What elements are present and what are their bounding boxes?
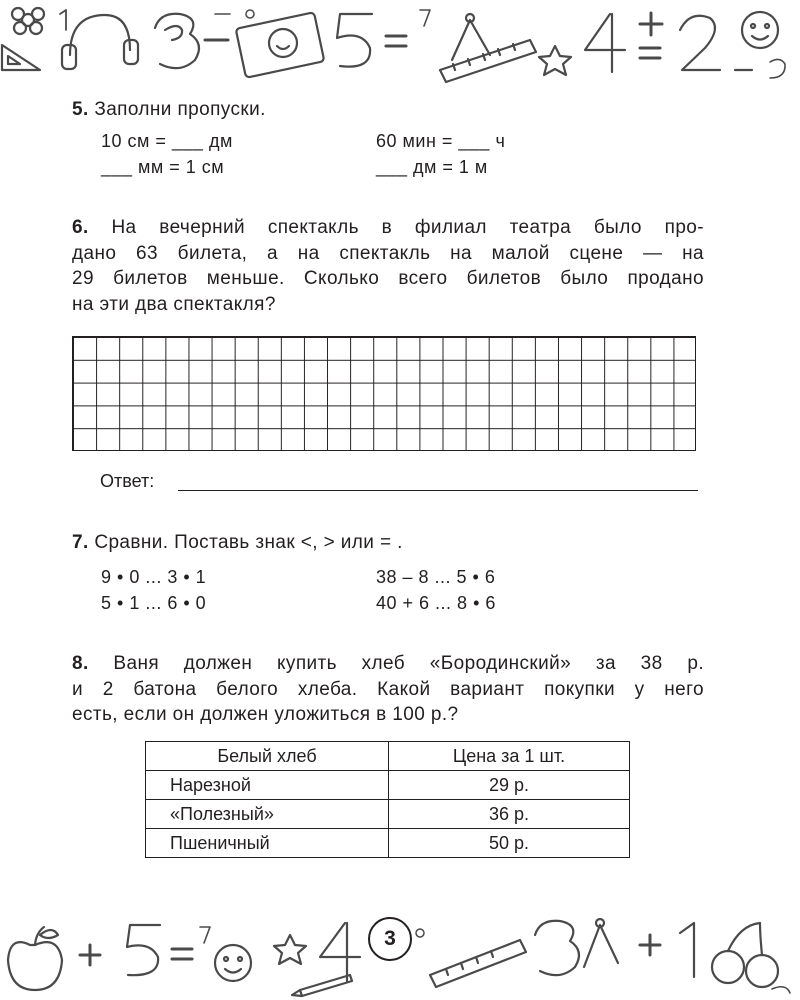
bread-price-table — [145, 741, 630, 858]
compare-item: 38 – 8 ... 5 • 6 — [376, 567, 496, 587]
plus-icon — [640, 13, 662, 35]
task-text-line: 6. На вечерний спектакль в филиал театра было про- — [72, 217, 704, 238]
task-title: Заполни пропуски. — [94, 99, 266, 120]
table-row — [146, 771, 630, 800]
table-header-row — [146, 742, 630, 771]
star-icon — [274, 935, 306, 964]
task-5-left-column — [101, 128, 233, 180]
ruler-icon — [440, 40, 536, 82]
compare-item: 9 • 0 ... 3 • 1 — [101, 567, 207, 587]
task-6 — [72, 215, 704, 317]
table-header: Цена за 1 шт. — [389, 742, 630, 771]
smiley-face-icon — [215, 945, 251, 981]
apple-icon — [8, 927, 62, 990]
fill-in-item: 60 мин = ___ ч — [376, 131, 506, 151]
task-text-line: 29 билетов меньше. Сколько всего билетов было продано — [72, 268, 704, 289]
task-number: 6. — [72, 217, 89, 238]
digit-four-icon — [585, 14, 625, 72]
flower-icon — [12, 8, 44, 34]
cherries-icon — [712, 923, 778, 987]
table-cell: Нарезной — [146, 771, 389, 800]
answer-grid[interactable] — [72, 336, 696, 451]
fill-in-item: 10 см = ___ дм — [101, 131, 233, 151]
digit-two-icon — [680, 16, 720, 70]
compare-item: 40 + 6 ... 8 • 6 — [376, 593, 496, 613]
top-decorative-border — [0, 0, 800, 85]
triangle-ruler-icon — [2, 45, 40, 70]
answer-label: Ответ: — [100, 471, 155, 491]
task-number: 5. — [72, 99, 89, 120]
compare-item: 5 • 1 ... 6 • 0 — [101, 593, 207, 613]
task-8 — [72, 651, 704, 728]
compass-icon — [452, 14, 490, 60]
task-title: Сравни. Поставь знак <, > или = . — [94, 532, 403, 553]
task-7 — [72, 530, 704, 556]
fill-in-item: ___ мм = 1 см — [101, 157, 225, 177]
digit-five-icon — [127, 925, 160, 975]
star-icon — [539, 46, 571, 75]
task-text-line: есть, если он должен уложиться в 100 р.? — [72, 704, 459, 725]
answer-line[interactable] — [178, 490, 698, 491]
table-row — [146, 829, 630, 858]
compass-icon — [584, 919, 618, 967]
task-5-right-column — [376, 128, 505, 180]
task-7-left-column — [101, 564, 206, 616]
task-5 — [72, 97, 704, 123]
page-number: 3 — [368, 917, 412, 961]
banknote-icon — [236, 12, 325, 78]
digit-three-icon — [155, 14, 199, 68]
fill-in-item: ___ дм = 1 м — [376, 157, 488, 177]
table-cell: 29 р. — [389, 771, 630, 800]
table-cell: 36 р. — [389, 800, 630, 829]
task-text-line: и 2 батона белого хлеба. Какой вариант покупки у него — [72, 678, 704, 700]
task-number: 8. — [72, 653, 89, 674]
headphones-icon — [62, 15, 138, 69]
table-cell: Пшеничный — [146, 829, 389, 858]
smiley-face-icon — [742, 12, 778, 48]
table-header: Белый хлеб — [146, 742, 389, 771]
table-cell: 50 р. — [389, 829, 630, 858]
digit-five-icon — [337, 14, 372, 67]
pencil-icon — [292, 975, 352, 996]
ruler-icon — [430, 940, 526, 987]
task-text-line: 8. Ваня должен купить хлеб «Бородинский» за 38 р. — [72, 653, 704, 674]
task-text-line: на эти два спектакля? — [72, 293, 276, 315]
task-number: 7. — [72, 532, 89, 553]
table-row — [146, 800, 630, 829]
task-text-line: дано 63 билета, а на спектакль на малой сцене — на — [72, 242, 704, 264]
digit-three-icon — [535, 921, 579, 975]
digit-one-icon — [680, 923, 694, 977]
task-7-right-column — [376, 564, 496, 616]
table-cell: «Полезный» — [146, 800, 389, 829]
plus-icon — [80, 945, 100, 965]
digit-four-icon — [320, 923, 360, 981]
